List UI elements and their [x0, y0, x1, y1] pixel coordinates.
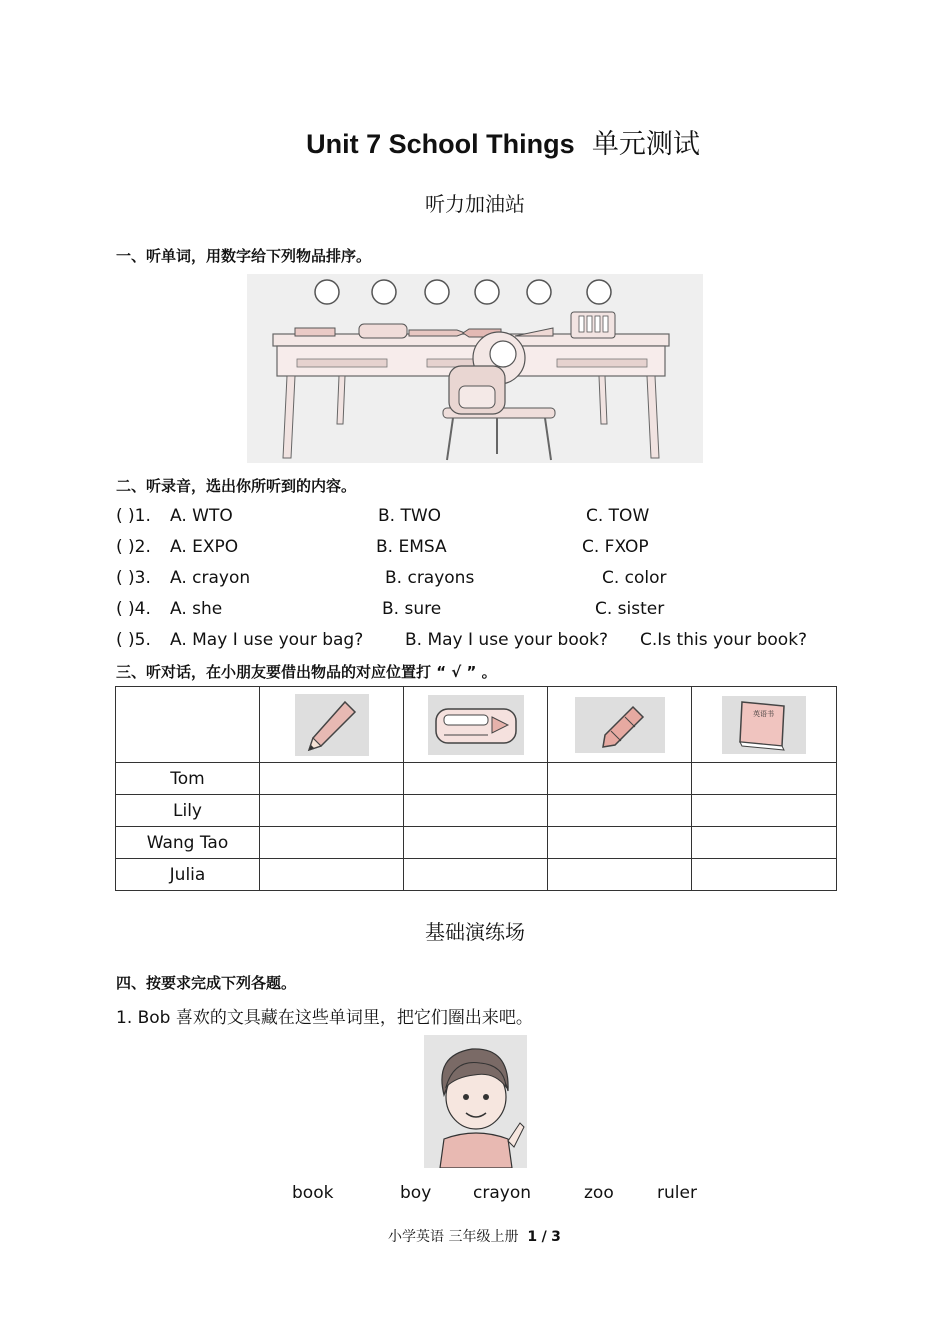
- header-pencil-box: [404, 687, 548, 763]
- book-cover-label: 英语书: [753, 709, 774, 718]
- answer-blank-5[interactable]: ( )5.: [116, 630, 151, 650]
- check-cell[interactable]: [692, 795, 837, 827]
- check-cell[interactable]: [548, 827, 692, 859]
- option-b: B. May I use your book?: [405, 630, 609, 650]
- table-row: [116, 763, 837, 795]
- part1-instruction: 一、听单词，用数字给下列物品排序。: [116, 247, 372, 265]
- option-a: A. crayon: [170, 568, 251, 588]
- page-title: [0, 122, 950, 161]
- answer-blank-2[interactable]: ( )2.: [116, 537, 151, 557]
- answer-blank-1[interactable]: ( )1.: [116, 506, 151, 526]
- check-cell[interactable]: [692, 859, 837, 891]
- option-a: A. WTO: [170, 506, 233, 526]
- table-row: [116, 827, 837, 859]
- pencil-item: [409, 330, 465, 336]
- question-row-3: [116, 568, 916, 592]
- page-separator: /: [541, 1229, 547, 1245]
- check-cell[interactable]: [260, 763, 404, 795]
- word-item[interactable]: boy: [400, 1183, 432, 1203]
- name-cell: Julia: [116, 859, 260, 891]
- order-circle-3[interactable]: [425, 280, 449, 304]
- option-c: C. color: [602, 568, 667, 588]
- ruler-item: [515, 328, 553, 336]
- option-a: A. May I use your bag?: [170, 630, 364, 650]
- check-cell[interactable]: [260, 859, 404, 891]
- option-a: A. EXPO: [170, 537, 239, 557]
- name-cell: Tom: [116, 763, 260, 795]
- question-row-5: [116, 630, 916, 654]
- header-english-book: [692, 687, 837, 763]
- option-c: C. TOW: [586, 506, 650, 526]
- option-b: B. EMSA: [376, 537, 447, 557]
- answer-blank-4[interactable]: ( )4.: [116, 599, 151, 619]
- table-row: [116, 859, 837, 891]
- part3-instruction: 三、听对话，在小朋友要借出物品的对应位置打 “ √ ” 。: [116, 663, 497, 681]
- word-item[interactable]: zoo: [584, 1183, 614, 1203]
- option-a: A. she: [170, 599, 223, 619]
- pencil-icon: [295, 694, 369, 756]
- english-book-icon: [722, 696, 806, 754]
- option-c: C. FXOP: [582, 537, 649, 557]
- check-cell[interactable]: [404, 763, 548, 795]
- order-circle-1[interactable]: [315, 280, 339, 304]
- question-row-2: [116, 537, 916, 561]
- option-c: C. sister: [595, 599, 665, 619]
- name-cell: Lily: [116, 795, 260, 827]
- order-circle-4[interactable]: [475, 280, 499, 304]
- footer-label: 小学英语 三年级上册: [388, 1229, 519, 1245]
- crayon-icon: [575, 697, 665, 753]
- bob-image: [424, 1035, 527, 1168]
- pencil-box-icon: [428, 695, 524, 755]
- check-cell[interactable]: [692, 763, 837, 795]
- question-row-1: [116, 506, 916, 530]
- table-header-row: [116, 687, 837, 763]
- check-cell[interactable]: [260, 827, 404, 859]
- part2-instruction: 二、听录音，选出你所听到的内容。: [116, 477, 357, 495]
- option-c: C.Is this your book?: [640, 630, 808, 650]
- check-cell[interactable]: [692, 827, 837, 859]
- table-corner-cell: [116, 687, 260, 763]
- desk-scene-illustration: [247, 274, 703, 463]
- order-circle-2[interactable]: [372, 280, 396, 304]
- check-cell[interactable]: [260, 795, 404, 827]
- desk-scene-image: [247, 274, 703, 463]
- check-cell[interactable]: [548, 763, 692, 795]
- check-cell[interactable]: [404, 795, 548, 827]
- page-total: 3: [551, 1229, 561, 1245]
- word-item[interactable]: ruler: [657, 1183, 697, 1203]
- part4-question-1: 1. Bob 喜欢的文具藏在这些单词里，把它们圈出来吧。: [116, 1008, 533, 1028]
- book-item: [295, 328, 335, 336]
- check-cell[interactable]: [404, 859, 548, 891]
- option-b: B. sure: [382, 599, 442, 619]
- bob-illustration: [424, 1035, 527, 1168]
- title-english: Unit 7 School Things: [306, 129, 575, 159]
- pencil-box-item: [359, 324, 407, 338]
- order-circle-5[interactable]: [527, 280, 551, 304]
- option-b: B. crayons: [385, 568, 475, 588]
- section-basics: 基础演练场: [425, 920, 525, 944]
- header-pencil: [260, 687, 404, 763]
- table-row: [116, 795, 837, 827]
- borrow-table: [115, 686, 837, 891]
- page-number: 1: [527, 1229, 538, 1245]
- name-cell: Wang Tao: [116, 827, 260, 859]
- word-item[interactable]: crayon: [473, 1183, 531, 1203]
- order-circle-6[interactable]: [587, 280, 611, 304]
- crayon-box-item: [571, 312, 615, 338]
- section-listening: 听力加油站: [425, 192, 525, 216]
- title-chinese: 单元测试: [591, 129, 700, 160]
- answer-blank-3[interactable]: ( )3.: [116, 568, 151, 588]
- order-circle-chair[interactable]: [490, 341, 516, 367]
- header-crayon: [548, 687, 692, 763]
- check-cell[interactable]: [404, 827, 548, 859]
- part4-instruction: 四、按要求完成下列各题。: [116, 974, 297, 992]
- option-b: B. TWO: [378, 506, 442, 526]
- question-row-4: [116, 599, 916, 623]
- word-item[interactable]: book: [292, 1183, 334, 1203]
- check-cell[interactable]: [548, 859, 692, 891]
- page-footer: [388, 1226, 561, 1246]
- check-cell[interactable]: [548, 795, 692, 827]
